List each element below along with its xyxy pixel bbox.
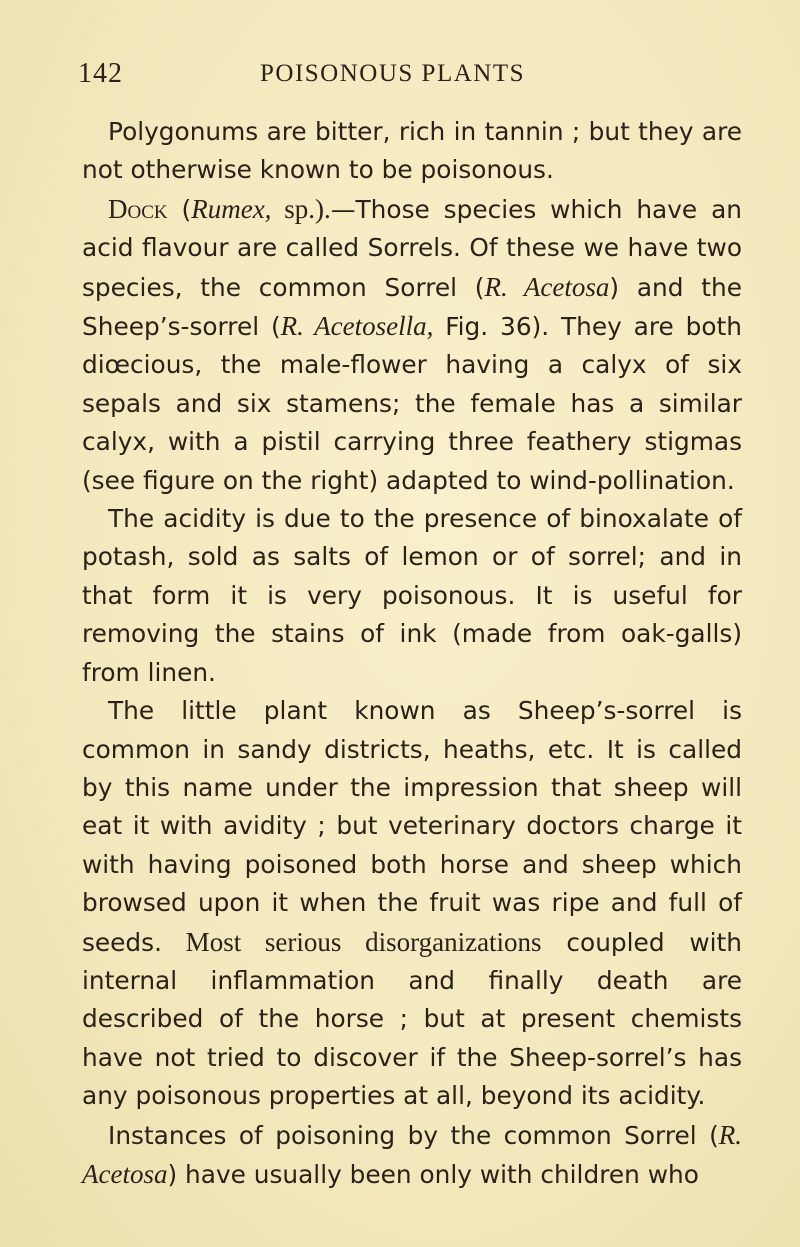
paragraph-4-text-1: The little plant known as Sheep’s-sorrel is common in sandy districts, heaths, etc. It is called by this name under the impression that sheep will eat it with avidity ; but veterinary doctors charge it with having poisoned both horse and sheep which browsed upon it when the fruit was ripe and full of seeds. — [82, 696, 742, 957]
paragraph-4-text-2: Most serious disorganizations — [161, 926, 542, 957]
genus-name: Rumex, — [191, 193, 272, 224]
running-head: POISONOUS PLANTS — [260, 60, 526, 87]
paragraph-2-text-2: ) and the Sheep’s-sorrel ( — [82, 272, 742, 342]
paragraph-2-text-3: Fig. 36). They are both diœcious, the male-flower having a calyx of six sepals and six stamens; the female has a similar calyx, with a pistil carrying three feathery stigmas (see figure on the right) adapted to wind-pollination. — [82, 312, 742, 495]
body-text — [82, 113, 742, 1194]
paragraph-4 — [82, 692, 742, 1115]
dock-heading: Dock — [108, 193, 168, 224]
species-acetosa: R. Acetosa — [484, 271, 610, 302]
species-abbrev: sp.). — [271, 193, 331, 224]
paragraph-5 — [82, 1116, 742, 1195]
species-acetosella: R. Acetosella, — [280, 311, 434, 342]
paragraph-4-text-3: coupled with internal inflammation and finally death are described of the horse ; but at present chemists have not tried to discover if the Sheep-sorrel’s has any poisonous properties at all, beyond its acidity. — [82, 927, 742, 1111]
paragraph-3: The acidity is due to the presence of binoxalate of potash, sold as salts of lemon or of sorrel; and in that form it is very poisonous. It is useful for removing the stains of ink (made from oak-galls) from linen. — [82, 504, 742, 687]
paragraph-5-text-1: Instances of poisoning by the common Sorrel ( — [108, 1120, 719, 1150]
paragraph-2-paren: ( — [167, 194, 192, 224]
paragraph-1: Polygonums are bitter, rich in tannin ; but they are not otherwise known to be poisonous. — [82, 117, 742, 185]
paragraph-5-text-2: ) have usually been only with children who — [167, 1159, 699, 1189]
page-number: 142 — [78, 58, 123, 89]
paragraph-2 — [82, 190, 742, 500]
page-header — [78, 58, 738, 94]
paragraph-2-text-1: —Those species which have an acid flavour are called Sorrels. Of these we have two species, the common Sorrel ( — [82, 194, 743, 302]
species-acetosa-2: R. Acetosa — [82, 1119, 742, 1189]
